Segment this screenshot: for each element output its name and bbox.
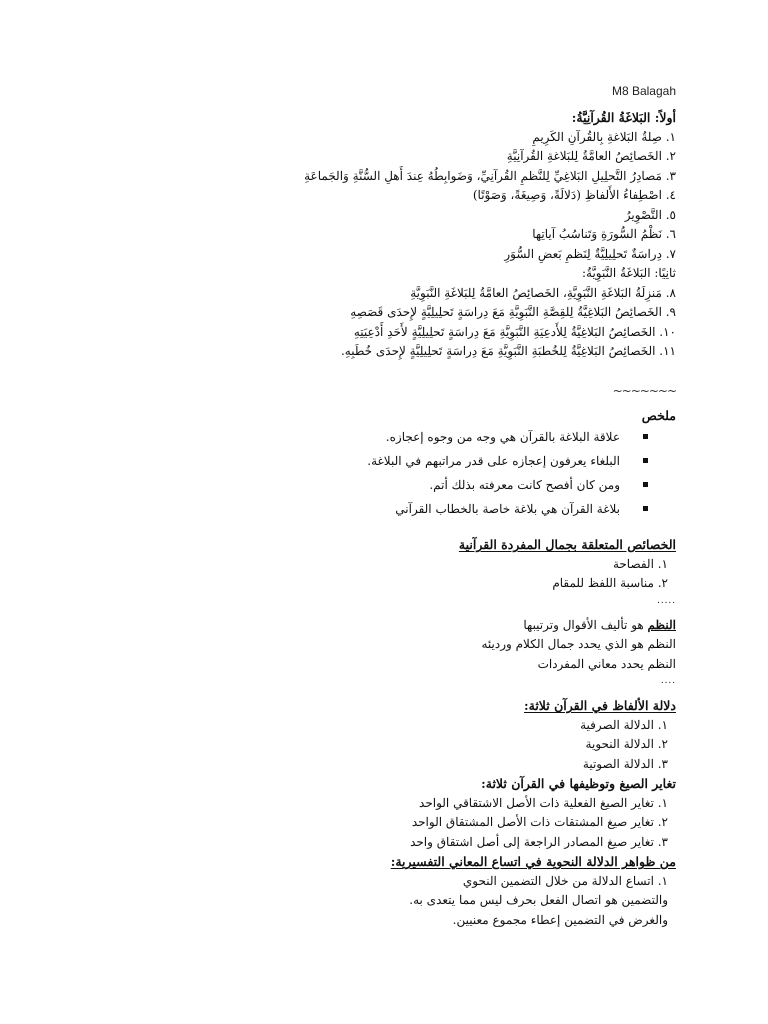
bullet-text: علاقة البلاغة بالقرآن هي وجه من وجوه إعجازه.: [385, 430, 620, 444]
zawahir-heading: من ظواهر الدلالة النحوية في اتساع المعاني التفسيرية:: [390, 854, 676, 869]
section-divider: ~~~~~~~: [612, 383, 676, 398]
bullet-item: [296, 497, 676, 521]
bullet-item: [296, 425, 676, 449]
zawahir-list: [296, 872, 676, 931]
list-item: ١١. الخَصائِصُ البَلاغِيَّةُ لِلخُطبَةِ النَّبَوِيَّةِ مَعَ دِراسَةٍ تَحلِيلِيَّةٍ لإِحدَى خُطَبِهِ.: [340, 344, 676, 358]
list-item: ٨. مَنزِلَةُ البَلاغَةِ النَّبَوِيَّةِ، الخَصائِصُ العامَّةُ لِلبَلاغَةِ النَّبَوِيَّةِ: [410, 285, 676, 300]
list-item: ٢. مناسبة اللفظ للمقام: [552, 576, 668, 590]
list-item: ٣. مَصادِرُ التَّحلِيلِ البَلاغِيِّ لِلنَّظمِ القُرآنِيِّ، وَضَوابِطُهُ عِندَ أَهلِ السُّنَّةِ وَالجَماعَةِ: [304, 168, 676, 183]
list-item: ١. الفصاحة: [612, 556, 668, 571]
list-item: ٥. التَّصْوِيرُ: [624, 207, 676, 222]
list-item: ٧. دِراسَةٌ تَحلِيلِيَّةٌ لِنَظمِ بَعضِ السُّوَرِ: [504, 246, 676, 261]
mufrada-heading: الخصائص المتعلقة بجمال المفردة القرآنية: [458, 537, 676, 552]
nazm-line: النظم هو الذي يحدد جمال الكلام ورديئه: [481, 637, 676, 651]
list-item: ١. اتساع الدلالة من خلال التضمين النحوي: [462, 873, 668, 888]
dalala-list: [296, 716, 676, 775]
square-bullet-icon: [643, 458, 648, 463]
square-bullet-icon: [643, 482, 648, 487]
summary-bullets: [296, 425, 676, 521]
bullet-text: ومن كان أفصح كانت معرفته بذلك أتم.: [429, 478, 620, 492]
list-item: ١٠. الخَصائِصُ البَلاغِيَّةُ لِلأَدعِيَةِ النَّبَوِيَّةِ مَعَ دِراسَةٍ تَحلِيلِيَّةٍ لأَحَدِ أَدْعِيَتِهِ: [353, 324, 676, 339]
dalala-heading: دلالة الألفاظ في القرآن ثلاثة:: [524, 698, 676, 713]
square-bullet-icon: [643, 506, 648, 511]
document-header: M8 Balagah: [611, 84, 676, 98]
list-item: ١. الدلالة الصرفية: [580, 717, 668, 732]
bullet-item: [296, 473, 676, 497]
nazm-definition-line: [296, 616, 676, 636]
mufrada-list: [296, 555, 676, 594]
section-list-quranic: [296, 128, 676, 265]
list-item: ٢. تغاير صيغ المشتقات ذات الأصل المشتقاق الواحد: [411, 815, 668, 829]
list-item: ٤. اصْطِفاءُ الأَلفاظِ (دَلالَةً، وَصِيغَةً، وَصَوْتًا): [472, 188, 676, 202]
list-item: ٩. الخَصائِصُ البَلاغِيَّةُ لِلقِصَّةِ النَّبَوِيَّةِ مَعَ دِراسَةٍ تَحلِيلِيَّةٍ لإِحدَى قَصَصِهِ: [350, 305, 676, 319]
list-item: ٦. نَظْمُ السُّورَةِ وَتَناسُبُ آياتِها: [532, 227, 676, 241]
nazm-line: النظم يحدد معاني المفردات: [537, 656, 676, 671]
bullet-item: [296, 449, 676, 473]
bullet-text: البلغاء يعرفون إعجازه على قدر مراتبهم في البلاغة.: [367, 454, 620, 468]
list-item: ٣. تغاير صيغ المصادر الراجعة إلى أصل اشتقاق واحد: [410, 834, 668, 849]
siyagh-heading: تغاير الصيغ وتوظيفها في القرآن ثلاثة:: [481, 776, 676, 791]
nazm-term: النظم: [647, 617, 676, 632]
section-heading-prophetic-balagha: ثانِيًا: البَلاغَةُ النَّبَوِيَّةُ:: [581, 266, 676, 280]
list-item: ٣. الدلالة الصوتية: [582, 756, 668, 771]
list-item: ٢. الخَصائِصُ العامَّةُ لِلبَلاغةِ القُرآنِيَّةِ: [506, 149, 676, 163]
summary-heading: ملخص: [641, 407, 676, 423]
bullet-text: بلاغة القرآن هي بلاغة خاصة بالخطاب القرآني: [395, 502, 620, 516]
siyagh-list: [296, 794, 676, 853]
list-item: والتضمين هو اتصال الفعل بحرف ليس مما يتعدى به.: [409, 893, 668, 907]
section-heading-quranic-balagha: أولاً: البَلاغَةُ القُرآنِيَّةُ:: [571, 110, 676, 125]
square-bullet-icon: [643, 434, 648, 439]
section-list-prophetic: [296, 284, 676, 362]
list-item: ٢. الدلالة النحوية: [585, 737, 668, 751]
nazm-definition: هو تأليف الأقوال وترتيبها: [523, 617, 648, 632]
ellipsis: .....: [657, 594, 676, 606]
ellipsis: ....: [660, 675, 676, 686]
document-body: [296, 108, 676, 930]
list-item: والغرض في التضمين إعطاء مجموع معنيين.: [452, 912, 668, 927]
list-item: ١. تغاير الصيغ الفعلية ذات الأصل الاشتقاقي الواحد: [419, 795, 668, 810]
list-item: ١. صِلةُ البَلاغةِ بِالقُرآنِ الكَرِيمِ: [532, 129, 676, 144]
